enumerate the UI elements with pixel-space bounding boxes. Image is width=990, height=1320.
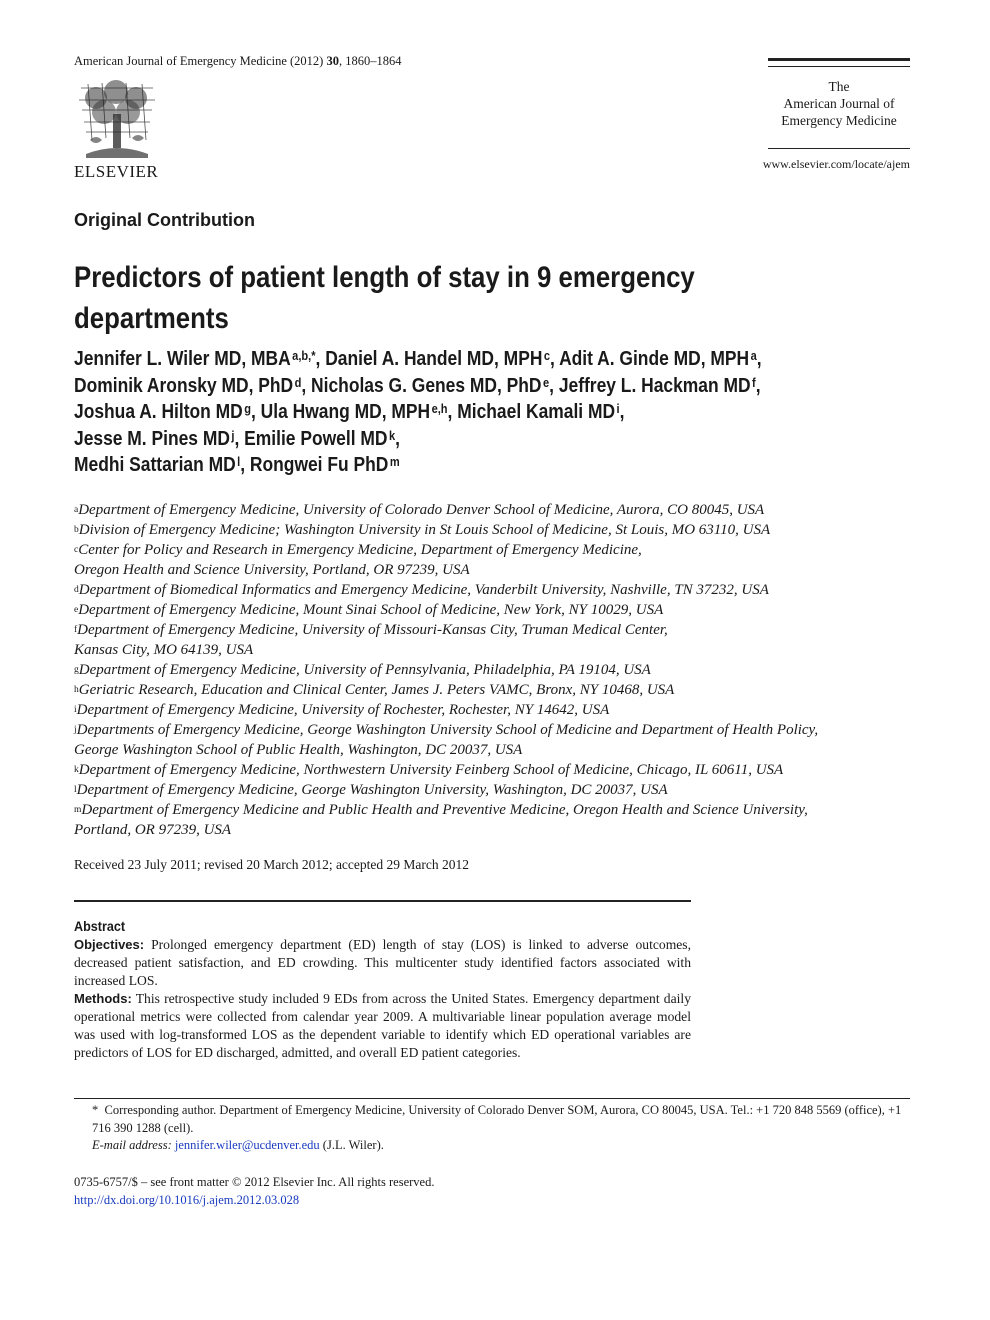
affiliation: $^i$Department of Emergency Medicine, University of Rochester, Rochester, NY 14642, USA xyxy=(74,702,610,718)
affiliation-list xyxy=(74,500,910,840)
section-label: Original Contribution xyxy=(74,210,255,230)
citation-pages: , 1860–1864 xyxy=(338,54,402,68)
author: Jesse M. Pines MD $^j$ xyxy=(74,426,235,450)
corresponding-author: * Corresponding author. Department of Emergency Medicine, University of Colorado Denver SOM, Aurora, CO 80045, USA. Tel.: +1 720 848 5569 (office), +1 716 390 1288 (cell). xyxy=(92,1103,902,1135)
doi-line xyxy=(74,1192,434,1210)
affiliation: $^c$Center for Policy and Research in Emergency Medicine, Department of Emergency Medicine, Oregon Health and Science University, Portland, OR 97239, USA xyxy=(74,542,642,578)
doi-link[interactable]: http://dx.doi.org/10.1016/j.ajem.2012.03.028 xyxy=(74,1192,300,1207)
author: Adit A. Ginde MD, MPH $^a$ xyxy=(559,347,757,370)
received-dates: Received 23 July 2011; revised 20 March 2012; accepted 29 March 2012 xyxy=(74,857,470,872)
affiliation: $^j$Departments of Emergency Medicine, George Washington University School of Medicine and Department of Health Policy, George Washington School of Public Health, Washington, DC 20037, USA xyxy=(74,722,819,758)
author: Nicholas G. Genes MD, PhD $^e$ xyxy=(311,373,550,397)
abstract-body xyxy=(74,936,691,1062)
abstract-methods: Methods: This retrospective study included 9 EDs from across the United States. Emergency department daily operational metrics were collected from calendar year 2009. A multivariable linear population average model was used with log-transformed LOS as the dependent variable to identify which ED operational variables are predictors of LOS for ED discharged, admitted, and overall ED patient categories. xyxy=(74,991,691,1060)
footnote-rule xyxy=(74,1098,910,1099)
journal-citation xyxy=(74,54,401,69)
journal-url[interactable]: www.elsevier.com/locate/ajem xyxy=(762,157,910,171)
abstract-rule xyxy=(74,900,691,902)
author: Michael Kamali MD $^i$ xyxy=(457,400,620,423)
header-rule-mid xyxy=(768,66,910,67)
header-rule-bottom xyxy=(768,148,910,149)
journal-logo-line-3: Emergency Medicine xyxy=(781,113,897,128)
author: Jennifer L. Wiler MD, MBA $^{a,b,*}$ xyxy=(74,347,316,370)
front-matter xyxy=(74,1174,434,1209)
affiliation: $^m$Department of Emergency Medicine and Public Health and Preventive Medicine, Oregon Health and Science University, Portland, OR 97239, USA xyxy=(74,802,808,838)
journal-logo xyxy=(768,78,910,129)
author: Rongwei Fu PhD $^m$ xyxy=(249,453,400,476)
affiliation: $^k$Department of Emergency Medicine, Northwestern University Feinberg School of Medicine, Chicago, IL 60611, USA xyxy=(74,762,784,778)
citation-prefix: American Journal of Emergency Medicine (2012) xyxy=(74,54,327,68)
affiliation: $^e$Department of Emergency Medicine, Mount Sinai School of Medicine, New York, NY 10029, USA xyxy=(74,602,664,618)
header-rule-top xyxy=(768,58,910,61)
affiliation: $^h$Geriatric Research, Education and Clinical Center, James J. Peters VAMC, Bronx, NY 10468, USA xyxy=(74,682,675,698)
corresponding-footnote xyxy=(74,1102,910,1155)
email-link[interactable]: jennifer.wiler@ucdenver.edu xyxy=(174,1138,320,1152)
author: Emilie Powell MD $^k$ xyxy=(244,426,396,450)
journal-logo-line-1: The xyxy=(828,79,850,94)
abstract-heading: Abstract xyxy=(74,918,126,934)
abstract-objectives: Objectives: Prolonged emergency department (ED) length of stay (LOS) is linked to adverse outcomes, decreased patient satisfaction, and ED crowding. This multicenter study identified factors associated with increased LOS. xyxy=(74,937,691,988)
affiliation: $^f$Department of Emergency Medicine, University of Missouri-Kansas City, Truman Medical Center, Kansas City, MO 64139, USA xyxy=(74,622,668,658)
affiliation: $^l$Department of Emergency Medicine, George Washington University, Washington, DC 20037, USA xyxy=(74,782,668,798)
author: Dominik Aronsky MD, PhD $^d$ xyxy=(74,373,302,397)
issn-line: 0735-6757/$ – see front matter © 2012 Elsevier Inc. All rights reserved. xyxy=(74,1175,435,1189)
author: Jeffrey L. Hackman MD $^f$ xyxy=(558,373,756,397)
author-list: Jennifer L. Wiler MD, MBA $^{a,b,*}$, Daniel A. Handel MD, MPH $^c$, Adit A. Ginde MD, MPH $^a$, Dominik Aronsky MD, PhD $^d$, Nicholas G. Genes MD, PhD $^e$, Jeffrey L. Hackman MD $^f$, Joshua A. Hilton MD $^g$, Ula Hwang MD, MPH $^{e,h}$, Michael Kamali MD $^i$, Jesse M. Pines MD $^j$, Emilie Powell MD $^k$, Medhi Sattarian MD $^l$, Rongwei Fu PhD $^m$ xyxy=(74,347,762,476)
affiliation: $^b$Division of Emergency Medicine; Washington University in St Louis School of Medicine, St Louis, MO 63110, USA xyxy=(74,522,771,538)
author: Medhi Sattarian MD $^l$ xyxy=(74,453,241,476)
citation-volume: 30 xyxy=(326,54,339,68)
journal-logo-line-2: American Journal of xyxy=(783,96,895,111)
email-line: E-mail address: jennifer.wiler@ucdenver.edu (J.L. Wiler). xyxy=(92,1138,384,1152)
affiliation: $^g$Department of Emergency Medicine, University of Pennsylvania, Philadelphia, PA 19104, USA xyxy=(74,662,651,678)
author: Daniel A. Handel MD, MPH $^c$ xyxy=(325,347,551,370)
publisher-name: ELSEVIER xyxy=(74,162,159,181)
affiliation: $^d$Department of Biomedical Informatics and Emergency Medicine, Vanderbilt University, Nashville, TN 37232, USA xyxy=(74,582,769,598)
article-title: Predictors of patient length of stay in 9 emergency departments xyxy=(74,261,695,335)
author: Joshua A. Hilton MD $^g$ xyxy=(74,400,251,423)
elsevier-tree-icon xyxy=(76,80,158,160)
author: Ula Hwang MD, MPH $^{e,h}$ xyxy=(260,400,448,423)
affiliation: $^a$Department of Emergency Medicine, University of Colorado Denver School of Medicine, Aurora, CO 80045, USA xyxy=(74,502,765,518)
